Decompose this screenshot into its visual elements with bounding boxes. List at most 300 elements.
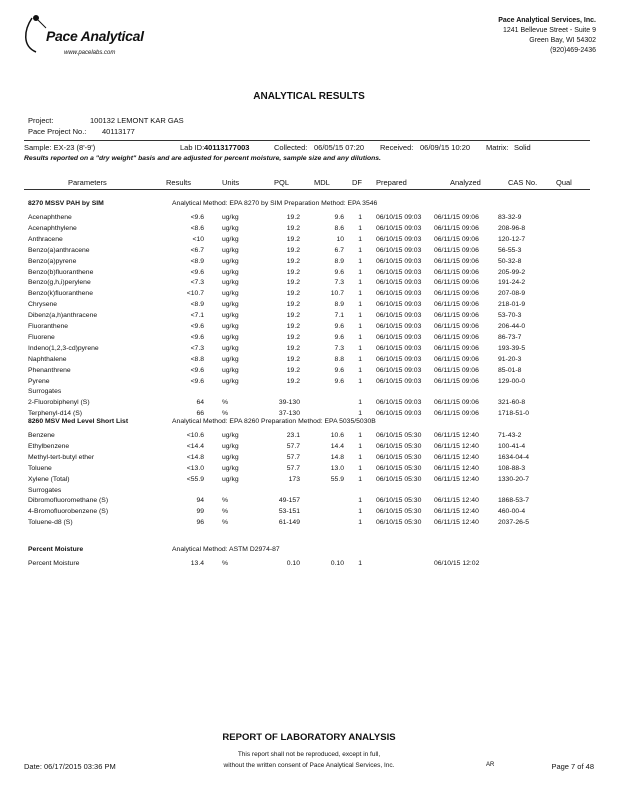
cas-no-cell: 53-70-3 <box>498 312 522 320</box>
df-cell: 1 <box>358 312 362 320</box>
result-cell: <9.6 <box>190 377 204 385</box>
parameter-cell: Methyl-tert-butyl ether <box>28 453 95 461</box>
result-cell: 13.4 <box>190 560 204 567</box>
units-cell: ug/kg <box>222 464 239 472</box>
page-title: ANALYTICAL RESULTS <box>253 91 365 102</box>
parameter-cell: Surrogates <box>28 486 62 494</box>
footer-note-line: This report shall not be reproduced, except in full, <box>237 751 381 758</box>
pql-cell: 57.7 <box>286 442 300 450</box>
parameter-cell: Ethylbenzene <box>28 442 70 450</box>
df-cell: 1 <box>358 410 362 418</box>
parameter-cell: Benzo(b)fluoranthene <box>28 268 94 276</box>
parameter-cell: Naphthalene <box>28 355 67 363</box>
pql-cell: 19.2 <box>286 246 300 254</box>
analyzed-cell: 06/11/15 09:06 <box>434 399 479 407</box>
parameter-cell: Phenanthrene <box>28 366 71 374</box>
analyzed-cell: 06/11/15 12:40 <box>434 432 479 439</box>
cas-no-cell: 460-00-4 <box>498 508 526 516</box>
df-cell: 1 <box>358 497 362 505</box>
table-row <box>0 334 618 345</box>
lab-address <box>498 16 596 56</box>
pql-cell: 19.2 <box>286 312 300 320</box>
df-cell: 1 <box>358 235 362 243</box>
matrix-value: Solid <box>514 143 531 152</box>
parameter-cell: Percent Moisture <box>28 560 80 567</box>
result-cell: <7.3 <box>190 344 204 352</box>
mdl-cell: 8.9 <box>334 301 344 309</box>
mdl-cell: 10.7 <box>330 290 344 298</box>
cas-no-cell: 191-24-2 <box>498 279 526 287</box>
parameter-cell: Fluorene <box>28 333 55 341</box>
section-method: Analytical Method: EPA 8270 by SIM Preparation Method: EPA 3546 <box>172 200 378 207</box>
result-cell: <9.6 <box>190 333 204 341</box>
mdl-cell: 13.0 <box>330 464 344 472</box>
pql-cell: 19.2 <box>286 235 300 243</box>
df-cell: 1 <box>358 344 362 352</box>
logo-name: Pace Analytical <box>46 28 144 44</box>
pql-cell: 57.7 <box>286 453 300 461</box>
lab-address-line: Pace Analytical Services, Inc. <box>498 17 596 24</box>
pql-cell: 19.2 <box>286 355 300 363</box>
received-value: 06/09/15 10:20 <box>420 143 471 152</box>
analyzed-cell: 06/11/15 12:40 <box>434 475 479 483</box>
section-header <box>0 546 618 557</box>
df-cell: 1 <box>358 290 362 298</box>
pql-cell: 19.2 <box>286 224 300 232</box>
parameter-cell: Pyrene <box>28 377 50 385</box>
pql-cell: 57.7 <box>286 464 300 472</box>
cas-no-cell: 1330-20-7 <box>498 475 529 483</box>
table-row <box>0 487 618 498</box>
footer-title: REPORT OF LABORATORY ANALYSIS <box>222 732 396 743</box>
table-row <box>0 269 618 280</box>
result-cell: <9.6 <box>190 366 204 374</box>
mdl-cell: 9.6 <box>334 268 344 276</box>
mdl-cell: 55.9 <box>330 475 344 483</box>
result-cell: 94 <box>196 497 204 505</box>
table-row <box>0 432 618 443</box>
units-cell: ug/kg <box>222 257 239 265</box>
pql-cell: 61-149 <box>278 519 300 527</box>
mdl-cell: 8.8 <box>334 355 344 363</box>
units-cell: % <box>222 508 229 516</box>
prepared-cell: 06/10/15 09:03 <box>376 399 422 407</box>
analyzed-cell: 06/11/15 09:06 <box>434 268 479 276</box>
parameter-cell: 4-Bromofluorobenzene (S) <box>28 508 109 516</box>
table-row <box>0 378 618 389</box>
section-name: 8260 MSV Med Level Short List <box>28 418 129 425</box>
result-cell: <13.0 <box>186 464 204 472</box>
df-cell: 1 <box>358 224 362 232</box>
pql-cell: 19.2 <box>286 333 300 341</box>
df-cell: 1 <box>358 268 362 276</box>
table-row <box>0 290 618 301</box>
parameter-cell: 2-Fluorobiphenyl (S) <box>28 399 90 407</box>
prepared-cell: 06/10/15 05:30 <box>376 464 422 472</box>
section-method: Analytical Method: EPA 8260 Preparation Method: EPA 5035/5030B <box>172 418 376 425</box>
table-row <box>0 497 618 508</box>
result-cell: <14.4 <box>186 442 204 450</box>
logo-web: www.pacelabs.com <box>64 50 116 56</box>
parameter-cell: Terphenyl-d14 (S) <box>28 410 83 418</box>
pql-cell: 23.1 <box>286 432 300 439</box>
cas-no-cell: 85-01-8 <box>498 366 522 374</box>
prepared-cell: 06/10/15 09:03 <box>376 410 422 418</box>
analyzed-cell: 06/11/15 09:06 <box>434 323 479 330</box>
section-header <box>0 418 618 429</box>
mdl-cell: 9.6 <box>334 214 344 221</box>
units-cell: ug/kg <box>222 279 239 287</box>
parameter-cell: Dibromofluoromethane (S) <box>28 497 109 505</box>
analyzed-cell: 06/11/15 09:06 <box>434 301 479 309</box>
parameter-cell: Indeno(1,2,3-cd)pyrene <box>28 344 99 352</box>
cas-no-cell: 205-99-2 <box>498 268 526 276</box>
table-row <box>0 560 618 571</box>
prepared-cell: 06/10/15 09:03 <box>376 366 422 374</box>
parameter-cell: Benzo(a)anthracene <box>28 246 90 254</box>
cas-no-cell: 50-32-8 <box>498 257 522 265</box>
parameter-cell: Anthracene <box>28 235 63 243</box>
mdl-cell: 10 <box>336 235 344 243</box>
parameter-cell: Chrysene <box>28 301 58 309</box>
table-row <box>0 258 618 269</box>
mdl-cell: 7.3 <box>334 344 344 352</box>
page-number: Page 7 of 48 <box>551 762 594 771</box>
cas-no-cell: 321-60-8 <box>498 399 526 407</box>
pql-cell: 49-157 <box>278 497 300 505</box>
matrix-label: Matrix: <box>486 143 509 152</box>
section-method: Analytical Method: ASTM D2974-87 <box>172 546 280 553</box>
result-cell: <8.9 <box>190 257 204 265</box>
prepared-cell: 06/10/15 09:03 <box>376 355 422 363</box>
table-row <box>0 356 618 367</box>
table-row <box>0 214 618 225</box>
parameter-cell: Benzene <box>28 432 55 439</box>
mdl-cell: 8.6 <box>334 224 344 232</box>
lab-address-line: 1241 Bellevue Street - Suite 9 <box>502 27 596 34</box>
column-header: Parameters <box>68 178 107 187</box>
pace-project-value: 40113177 <box>102 127 135 136</box>
result-cell: <9.6 <box>190 323 204 330</box>
cas-no-cell: 56-55-3 <box>498 246 522 254</box>
analyzed-cell: 06/11/15 12:40 <box>434 453 479 461</box>
df-cell: 1 <box>358 323 362 330</box>
units-cell: ug/kg <box>222 432 239 439</box>
analyzed-cell: 06/11/15 09:06 <box>434 377 479 385</box>
units-cell: ug/kg <box>222 453 239 461</box>
parameter-cell: Fluoranthene <box>28 323 69 330</box>
table-row <box>0 236 618 247</box>
result-cell: 64 <box>196 399 204 407</box>
units-cell: % <box>222 497 229 505</box>
report-date: Date: 06/17/2015 03:36 PM <box>24 762 116 771</box>
units-cell: ug/kg <box>222 333 239 341</box>
cas-no-cell: 108-88-3 <box>498 464 526 472</box>
units-cell: ug/kg <box>222 268 239 276</box>
units-cell: ug/kg <box>222 442 239 450</box>
pace-project-label: Pace Project No.: <box>28 127 87 136</box>
collected-label: Collected: <box>274 143 308 152</box>
df-cell: 1 <box>358 560 362 567</box>
result-cell: <6.7 <box>190 246 204 254</box>
cas-no-cell: 120-12-7 <box>498 235 526 243</box>
mdl-cell: 7.3 <box>334 279 344 287</box>
pql-cell: 19.2 <box>286 377 300 385</box>
received-label: Received: <box>380 143 414 152</box>
units-cell: ug/kg <box>222 312 239 320</box>
project-line <box>28 116 184 125</box>
sample-label: Sample: EX-23 (8'-9') <box>24 143 96 152</box>
section-name: Percent Moisture <box>28 546 84 553</box>
units-cell: ug/kg <box>222 344 239 352</box>
result-cell: <10 <box>192 235 204 243</box>
cas-no-cell: 207-08-9 <box>498 290 526 298</box>
df-cell: 1 <box>358 214 362 221</box>
analyzed-cell: 06/11/15 09:06 <box>434 355 479 363</box>
mdl-cell: 10.6 <box>330 432 344 439</box>
results-notice: Results reported on a "dry weight" basis and are adjusted for percent moisture, sample size and any dilutions. <box>24 155 381 162</box>
cas-no-cell: 218-01-9 <box>498 301 526 309</box>
pql-cell: 19.2 <box>286 344 300 352</box>
result-cell: 96 <box>196 519 204 527</box>
header-divider <box>24 189 590 190</box>
prepared-cell: 06/10/15 05:30 <box>376 519 422 527</box>
result-cell: 66 <box>196 410 204 418</box>
units-cell: ug/kg <box>222 290 239 298</box>
cas-no-cell: 2037-26-5 <box>498 519 529 527</box>
analyzed-cell: 06/11/15 09:06 <box>434 214 479 221</box>
parameter-cell: Dibenz(a,h)anthracene <box>28 312 98 320</box>
pace-logo <box>18 12 158 64</box>
pql-cell: 37-130 <box>278 410 300 418</box>
result-cell: <7.3 <box>190 279 204 287</box>
mdl-cell: 9.6 <box>334 366 344 374</box>
units-cell: ug/kg <box>222 355 239 363</box>
mdl-cell: 9.6 <box>334 333 344 341</box>
column-header: DF <box>352 178 362 187</box>
prepared-cell: 06/10/15 09:03 <box>376 268 422 276</box>
pql-cell: 19.2 <box>286 279 300 287</box>
pace-project-line <box>28 127 135 136</box>
analyzed-cell: 06/11/15 09:06 <box>434 257 479 265</box>
df-cell: 1 <box>358 519 362 527</box>
section-header <box>0 200 618 211</box>
column-header: PQL <box>274 178 290 187</box>
parameter-cell: Toluene <box>28 464 52 472</box>
units-cell: ug/kg <box>222 235 239 243</box>
parameter-cell: Benzo(k)fluoranthene <box>28 290 93 298</box>
prepared-cell: 06/10/15 05:30 <box>376 475 422 483</box>
pql-cell: 173 <box>288 475 300 483</box>
cas-no-cell: 1868-53-7 <box>498 497 529 505</box>
pql-cell: 39-130 <box>278 399 300 407</box>
mdl-cell: 8.9 <box>334 257 344 265</box>
df-cell: 1 <box>358 432 362 439</box>
parameter-cell: Acenaphthylene <box>28 224 77 232</box>
cas-no-cell: 1634-04-4 <box>498 453 529 461</box>
mdl-cell: 9.6 <box>334 377 344 385</box>
analyzed-cell: 06/11/15 12:40 <box>434 508 479 516</box>
section-name: 8270 MSSV PAH by SIM <box>28 200 104 207</box>
lab-id-value: 40113177003 <box>204 143 250 152</box>
column-header: Prepared <box>376 178 407 187</box>
analyzed-cell: 06/11/15 09:06 <box>434 410 479 418</box>
prepared-cell: 06/10/15 09:03 <box>376 235 422 243</box>
column-header: Qual <box>556 178 572 187</box>
analyzed-cell: 06/11/15 09:06 <box>434 366 479 374</box>
mdl-cell: 0.10 <box>330 560 344 567</box>
table-row <box>0 345 618 356</box>
pql-cell: 19.2 <box>286 290 300 298</box>
result-cell: <9.6 <box>190 214 204 221</box>
prepared-cell: 06/10/15 09:03 <box>376 323 422 330</box>
mdl-cell: 6.7 <box>334 246 344 254</box>
result-cell: 99 <box>196 508 204 516</box>
prepared-cell: 06/10/15 09:03 <box>376 344 422 352</box>
prepared-cell: 06/10/15 09:03 <box>376 224 422 232</box>
pql-cell: 0.10 <box>286 560 300 567</box>
prepared-cell: 06/10/15 05:30 <box>376 508 422 516</box>
df-cell: 1 <box>358 301 362 309</box>
table-row <box>0 279 618 290</box>
table-row <box>0 323 618 334</box>
divider <box>24 140 590 141</box>
column-header: Results <box>166 178 192 187</box>
table-row <box>0 465 618 476</box>
units-cell: ug/kg <box>222 366 239 374</box>
analyzed-cell: 06/11/15 12:40 <box>434 497 479 505</box>
prepared-cell: 06/10/15 09:03 <box>376 377 422 385</box>
df-cell: 1 <box>358 333 362 341</box>
prepared-cell: 06/10/15 09:03 <box>376 333 422 341</box>
df-cell: 1 <box>358 442 362 450</box>
df-cell: 1 <box>358 377 362 385</box>
lab-id-label: Lab ID: <box>180 143 205 152</box>
lab-address-line: Green Bay, WI 54302 <box>529 37 596 44</box>
pql-cell: 53-151 <box>278 508 300 516</box>
parameter-cell: Surrogates <box>28 388 62 396</box>
analyzed-cell: 06/11/15 09:06 <box>434 279 479 287</box>
table-row <box>0 367 618 378</box>
result-cell: <7.1 <box>190 312 204 320</box>
column-header: Units <box>222 178 240 187</box>
df-cell: 1 <box>358 508 362 516</box>
table-row <box>0 225 618 236</box>
column-header: Analyzed <box>450 178 481 187</box>
prepared-cell: 06/10/15 05:30 <box>376 432 422 439</box>
table-row <box>0 312 618 323</box>
df-cell: 1 <box>358 246 362 254</box>
units-cell: ug/kg <box>222 323 239 330</box>
analyzed-cell: 06/11/15 09:06 <box>434 290 479 298</box>
cas-no-cell: 83-32-9 <box>498 214 522 221</box>
collected-value: 06/05/15 07:20 <box>314 143 365 152</box>
cas-no-cell: 1718-51-0 <box>498 410 529 418</box>
prepared-cell: 06/10/15 05:30 <box>376 453 422 461</box>
cas-no-cell: 100-41-4 <box>498 442 526 450</box>
table-row <box>0 476 618 487</box>
project-label: Project: <box>28 116 54 125</box>
cas-no-cell: 206-44-0 <box>498 323 526 330</box>
analyzed-cell: 06/11/15 09:06 <box>434 333 479 341</box>
df-cell: 1 <box>358 279 362 287</box>
result-cell: <10.6 <box>186 432 204 439</box>
parameter-cell: Benzo(g,h,i)perylene <box>28 279 91 287</box>
analyzed-cell: 06/11/15 09:06 <box>434 224 479 232</box>
analyzed-cell: 06/11/15 12:40 <box>434 519 479 527</box>
prepared-cell: 06/10/15 05:30 <box>376 497 422 505</box>
table-row <box>0 399 618 410</box>
table-row <box>0 454 618 465</box>
parameter-cell: Benzo(a)pyrene <box>28 257 77 265</box>
analyzed-cell: 06/11/15 09:06 <box>434 312 479 320</box>
units-cell: % <box>222 399 229 407</box>
units-cell: ug/kg <box>222 377 239 385</box>
result-cell: <10.7 <box>186 290 204 298</box>
result-cell: <9.6 <box>190 268 204 276</box>
prepared-cell: 06/10/15 09:03 <box>376 301 422 309</box>
result-cell: <8.9 <box>190 301 204 309</box>
df-cell: 1 <box>358 366 362 374</box>
parameter-cell: Acenaphthene <box>28 214 72 221</box>
analyzed-cell: 06/11/15 09:06 <box>434 246 479 254</box>
parameter-cell: Xylene (Total) <box>28 475 70 483</box>
units-cell: ug/kg <box>222 246 239 254</box>
df-cell: 1 <box>358 464 362 472</box>
result-cell: <14.8 <box>186 453 204 461</box>
mdl-cell: 7.1 <box>334 312 344 320</box>
result-cell: <55.9 <box>186 475 204 483</box>
prepared-cell: 06/10/15 09:03 <box>376 246 422 254</box>
cas-no-cell: 91-20-3 <box>498 355 522 363</box>
analyst-initials: AR <box>486 762 495 768</box>
prepared-cell: 06/10/15 05:30 <box>376 442 422 450</box>
pql-cell: 19.2 <box>286 323 300 330</box>
analyzed-cell: 06/10/15 12:02 <box>434 560 480 567</box>
prepared-cell: 06/10/15 09:03 <box>376 290 422 298</box>
mdl-cell: 9.6 <box>334 323 344 330</box>
df-cell: 1 <box>358 453 362 461</box>
result-cell: <8.6 <box>190 224 204 232</box>
cas-no-cell: 86-73-7 <box>498 333 522 341</box>
cas-no-cell: 129-00-0 <box>498 377 526 385</box>
footer-note-line: without the written consent of Pace Analytical Services, Inc. <box>223 762 395 769</box>
table-row <box>0 508 618 519</box>
mdl-cell: 14.4 <box>330 442 344 450</box>
table-row <box>0 519 618 530</box>
prepared-cell: 06/10/15 09:03 <box>376 214 422 221</box>
column-header: MDL <box>314 178 330 187</box>
prepared-cell: 06/10/15 09:03 <box>376 312 422 320</box>
analyzed-cell: 06/11/15 09:06 <box>434 344 479 352</box>
cas-no-cell: 208-96-8 <box>498 224 526 232</box>
analyzed-cell: 06/11/15 12:40 <box>434 442 479 450</box>
mdl-cell: 14.8 <box>330 453 344 461</box>
column-header: CAS No. <box>508 178 538 187</box>
df-cell: 1 <box>358 475 362 483</box>
parameter-cell: Toluene-d8 (S) <box>28 519 73 527</box>
cas-no-cell: 71-43-2 <box>498 432 522 439</box>
pql-cell: 19.2 <box>286 301 300 309</box>
pql-cell: 19.2 <box>286 366 300 374</box>
table-row <box>0 247 618 258</box>
units-cell: % <box>222 519 229 527</box>
pql-cell: 19.2 <box>286 268 300 276</box>
analyzed-cell: 06/11/15 12:40 <box>434 464 479 472</box>
units-cell: ug/kg <box>222 475 239 483</box>
df-cell: 1 <box>358 399 362 407</box>
units-cell: ug/kg <box>222 301 239 309</box>
